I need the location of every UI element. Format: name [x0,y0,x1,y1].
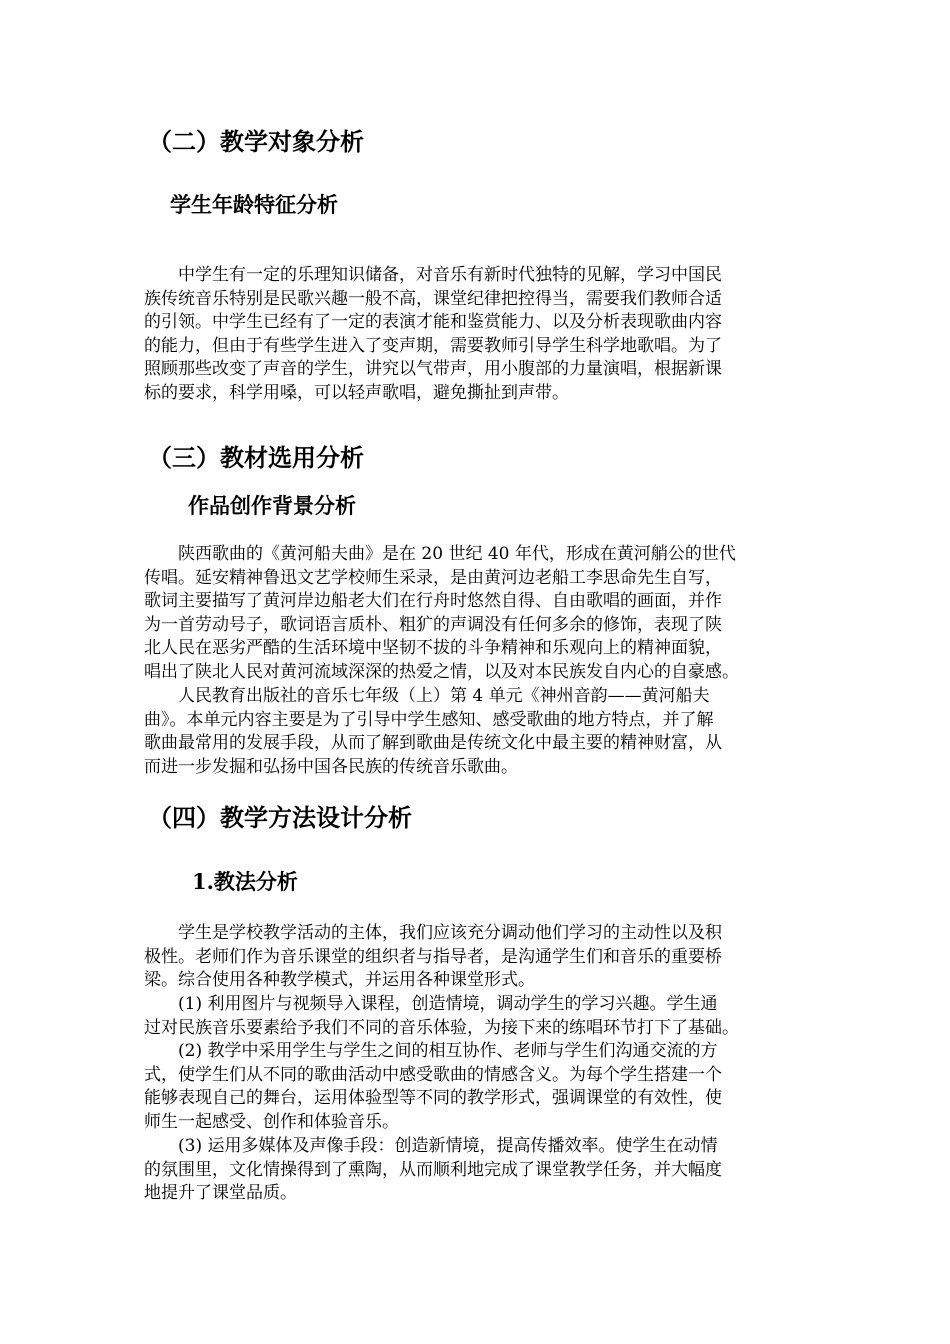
paragraph-method-intro [144,922,816,993]
text-line: 过对民族音乐要素给予我们不同的音乐体验，为接下来的练唱环节打下了基础。 [144,1017,739,1038]
text-line: 陕西歌曲的《黄河船夫曲》是在 20 世纪 40 年代，形成在黄河艄公的世代 [144,544,736,564]
paragraph-method-1 [144,993,816,1040]
text-line: 师生一起感受、创作和体验音乐。 [144,1111,399,1132]
text-line: 歌曲最常用的发展手段，从而了解到歌曲是传统文化中最主要的精神财富，从 [144,733,722,754]
section-subheading-2: 学生年龄特征分析 [170,192,338,217]
text-line: 唱出了陕北人民对黄河流域深深的热爱之情，以及对本民族发自内心的自豪感。 [144,661,739,682]
section-subheading-3: 作品创作背景分析 [188,493,356,518]
text-line: 的氛围里，文化情操得到了熏陶，从而顺利地完成了课堂教学任务，并大幅度 [144,1159,722,1180]
text-line: 族传统音乐特别是民歌兴趣一般不高，课堂纪律把控得当，需要我们教师合适 [144,288,722,309]
text-line: 而进一步发掘和弘扬中国各民族的传统音乐歌曲。 [144,756,518,777]
text-line: 为一首劳动号子，歌词语言质朴、粗犷的声调没有任何多余的修饰，表现了陕 [144,614,722,635]
paragraph-age-analysis [144,264,816,406]
text-line: 式，使学生们从不同的歌曲活动中感受歌曲的情感含义。为每个学生搭建一个 [144,1064,722,1085]
text-line: 歌词主要描写了黄河岸边船老大们在行舟时悠然自得、自由歌唱的画面，并作 [144,591,722,612]
text-line: (2) 教学中采用学生与学生之间的相互协作、老师与学生们沟通交流的方 [144,1041,718,1061]
text-line: 曲》。本单元内容主要是为了引导中学生感知、感受歌曲的地方特点，并了解 [144,709,714,730]
section-heading-2: （二）教学对象分析 [148,127,364,156]
text-line: 人民教育出版社的音乐七年级（上）第 4 单元《神州音韵——黄河船夫 [144,686,710,706]
text-line: 极性。老师们作为音乐课堂的组织者与指导者，是沟通学生们和音乐的重要桥 [144,946,722,967]
paragraph-background [144,543,816,685]
text-line: 北人民在恶劣严酷的生活环境中坚韧不拔的斗争精神和乐观向上的精神面貌， [144,638,722,659]
paragraph-method-2 [144,1040,816,1134]
paragraph-method-3 [144,1135,816,1206]
text-line: 地提升了课堂品质。 [144,1183,297,1204]
text-line: 能够表现自己的舞台，运用体验型等不同的教学形式，强调课堂的有效性，使 [144,1088,722,1109]
section-heading-3: （三）教材选用分析 [148,443,364,472]
section-heading-4: （四）教学方法设计分析 [148,803,412,832]
text-line: 照顾那些改变了声音的学生，讲究以气带声，用小腹部的力量演唱，根据新课 [144,359,722,380]
text-line: (3) 运用多媒体及声像手段：创造新情境，提高传播效率。使学生在动情 [144,1136,718,1156]
text-line: 传唱。延安精神鲁迅文艺学校师生采录，是由黄河边老船工李思命先生自写， [144,567,722,588]
text-line: 的能力，但由于有些学生进入了变声期，需要教师引导学生科学地歌唱。为了 [144,335,722,356]
section-subheading-4: 1.教法分析 [192,869,298,894]
text-line: (1) 利用图片与视频导入课程，创造情境，调动学生的学习兴趣。学生通 [144,994,718,1014]
text-line: 中学生有一定的乐理知识储备，对音乐有新时代独特的见解，学习中国民 [144,265,722,285]
text-line: 的引领。中学生已经有了一定的表演才能和鉴赏能力、以及分析表现歌曲内容 [144,312,722,333]
paragraph-textbook [144,685,816,779]
text-line: 学生是学校教学活动的主体，我们应该充分调动他们学习的主动性以及积 [144,923,722,943]
text-line: 梁。综合使用各种教学模式，并运用各种课堂形式。 [144,970,535,991]
text-line: 标的要求，科学用嗓，可以轻声歌唱，避免撕扯到声带。 [144,382,569,403]
